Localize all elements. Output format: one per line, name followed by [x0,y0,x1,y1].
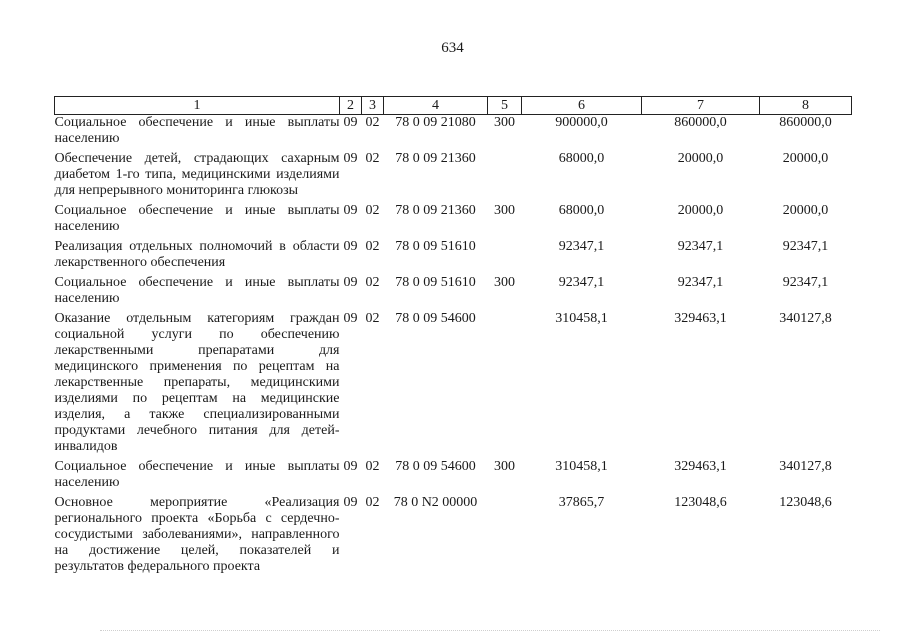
cell-amount-2: 860000,0 [674,115,727,130]
header-row [55,97,852,115]
row-name: Основное мероприятие «Реализация регионального проекта «Борьба с сердечно-сосудистыми заболеваниями», направленного на достижение целей, показателей и результатов федерального проекта [54,495,340,574]
cell-expense-type: 300 [494,459,515,474]
row-name: Социальное обеспечение и иные выплаты населению [54,115,340,146]
cell-target-article: 78 0 09 51610 [395,275,476,290]
cell-amount-3: 123048,6 [779,495,832,510]
table-row [55,203,852,235]
table-row [55,459,852,491]
cell-expense-type: 300 [494,275,515,290]
cell-amount-1: 68000,0 [558,203,605,218]
cell-amount-1: 310458,1 [555,459,608,474]
cell-amount-2: 329463,1 [674,311,727,326]
cell-expense-type: 300 [494,203,515,218]
column-header: 7 [642,97,760,115]
cell-amount-2: 123048,6 [674,495,727,510]
cell-subsection: 02 [365,203,380,218]
cell-expense-type: 300 [494,115,515,130]
column-header: 3 [362,97,384,115]
cell-amount-3: 92347,1 [782,239,829,254]
cell-section: 09 [343,151,358,166]
cell-amount-3: 20000,0 [782,203,829,218]
cell-amount-1: 900000,0 [555,115,608,130]
cell-target-article: 78 0 09 21080 [395,115,476,130]
cell-amount-2: 92347,1 [677,275,724,290]
cell-amount-1: 310458,1 [555,311,608,326]
cell-target-article: 78 0 09 21360 [395,203,476,218]
cell-amount-3: 92347,1 [782,275,829,290]
cell-target-article: 78 0 09 54600 [395,311,476,326]
cell-amount-2: 92347,1 [677,239,724,254]
cell-subsection: 02 [365,275,380,290]
cell-section: 09 [343,275,358,290]
cell-subsection: 02 [365,239,380,254]
cell-subsection: 02 [365,459,380,474]
cell-section: 09 [343,239,358,254]
cell-amount-1: 37865,7 [558,495,605,510]
table-row [55,239,852,271]
cell-amount-1: 92347,1 [558,275,605,290]
cell-expense-type [488,151,522,199]
table-row [55,151,852,199]
table-row [55,495,852,575]
cell-subsection: 02 [365,115,380,130]
cell-section: 09 [343,311,358,326]
cell-subsection: 02 [365,151,380,166]
column-header: 1 [55,97,340,115]
cell-amount-3: 20000,0 [782,151,829,166]
column-header: 8 [760,97,852,115]
cell-target-article: 78 0 N2 00000 [393,495,478,510]
cell-target-article: 78 0 09 54600 [395,459,476,474]
cell-amount-3: 340127,8 [779,459,832,474]
column-header: 2 [340,97,362,115]
row-name: Социальное обеспечение и иные выплаты населению [54,459,340,490]
cell-section: 09 [343,459,358,474]
cell-amount-3: 860000,0 [779,115,832,130]
cell-amount-3: 340127,8 [779,311,832,326]
row-name: Реализация отдельных полномочий в области лекарственного обеспечения [54,239,340,270]
cell-amount-1: 92347,1 [558,239,605,254]
column-header: 6 [522,97,642,115]
row-name: Оказание отдельным категориям граждан социальной услуги по обеспечению лекарственными препаратами для медицинского применения по рецептам на лекарственные препараты, медицинскими изделиями по рецептам на медицинские изделия, а также специализированными продуктами лечебного питания для детей-инвалидов [54,311,340,454]
table-row [55,275,852,307]
scan-edge-artifact [100,630,880,632]
cell-target-article: 78 0 09 51610 [395,239,476,254]
row-name: Социальное обеспечение и иные выплаты населению [54,275,340,306]
cell-expense-type [488,311,522,455]
cell-section: 09 [343,495,358,510]
row-name: Обеспечение детей, страдающих сахарным диабетом 1-го типа, медицинскими изделиями для непрерывного мониторинга глюкозы [54,151,340,198]
cell-subsection: 02 [365,311,380,326]
cell-amount-2: 329463,1 [674,459,727,474]
table-row [55,311,852,455]
cell-target-article: 78 0 09 21360 [395,151,476,166]
cell-amount-2: 20000,0 [677,151,724,166]
cell-section: 09 [343,203,358,218]
cell-subsection: 02 [365,495,380,510]
cell-section: 09 [343,115,358,130]
column-header: 4 [384,97,488,115]
table-row [55,115,852,148]
cell-expense-type [488,239,522,271]
cell-expense-type [488,495,522,575]
column-header: 5 [488,97,522,115]
cell-amount-2: 20000,0 [677,203,724,218]
budget-table [54,96,852,575]
page-number: 634 [441,40,464,56]
cell-amount-1: 68000,0 [558,151,605,166]
row-name: Социальное обеспечение и иные выплаты населению [54,203,340,234]
